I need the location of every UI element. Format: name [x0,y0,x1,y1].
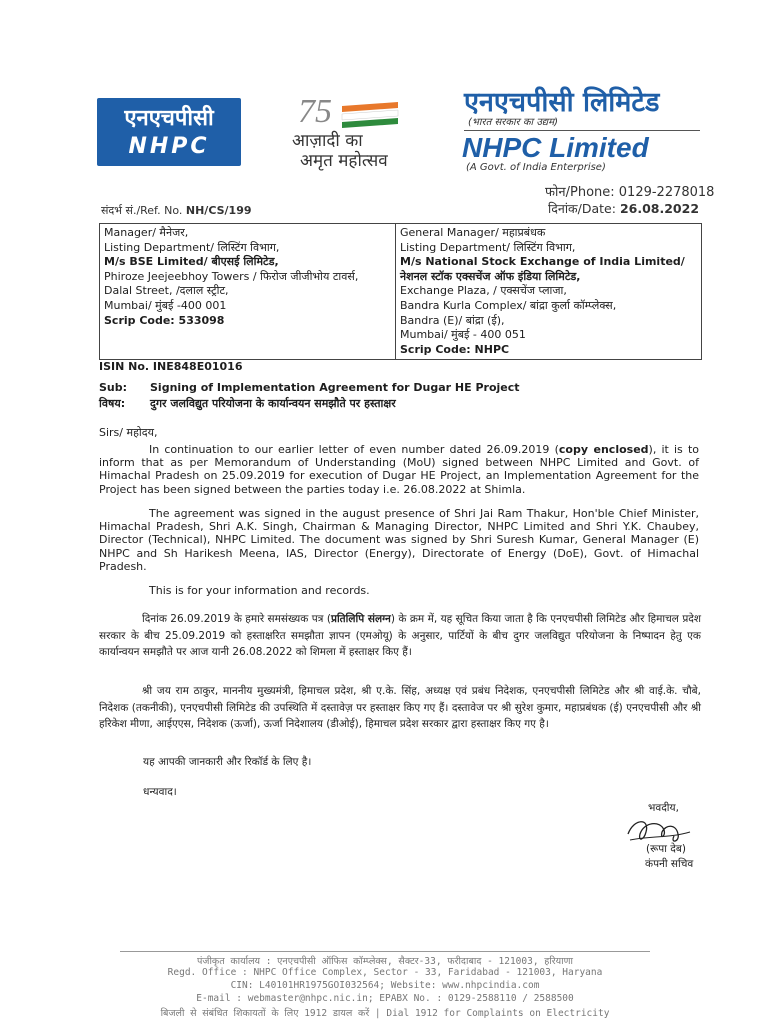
date-line [548,200,699,217]
footer-line-4: E-mail : webmaster@nhpc.nic.in; EPABX No. : 0129-2588110 / 2588500 [196,993,574,1004]
thanks-hi: धन्यवाद। [143,786,177,798]
paragraph-en-3: This is for your information and records. [149,584,370,597]
nse-line: Exchange Plaza, / एक्सचेंज प्लाजा, [400,284,567,298]
logo-hindi-text: एनएचपीसी [124,106,214,131]
azadi-line-1: आज़ादी का [292,131,363,151]
closing: भवदीय, [648,802,679,814]
text: ) के क्रम में, यह सूचित किया जाता है कि एनएचपीसी लिमिटेड और हिमाचल प्रदेश सरकार के बीच 25.09.2019 को हस्ताक्षरित समझौता ज्ञापन (एमओयू) के अनुसार, पार्टियों के बीच दुगर जलविद्युत परियोजना के निष्पादन हेतु एक कार्यान्वयन समझौते पर आज यानी 26.08.2022 को शिमला में हस्ताक्षर किए हैं। [99,613,702,658]
flag-white-stripe [342,110,398,120]
paragraph-hi-1 [99,611,701,661]
nhpc-logo [97,98,241,166]
date-value: 26.08.2022 [619,201,700,216]
footer-line-1: पंजीकृत कार्यालय : एनएचपीसी ऑफिस कॉम्प्लेक्स, सैक्टर-33, फरीदाबाद - 121003, हरियाणा [197,956,573,967]
bse-address [100,224,396,360]
isin-number: ISIN No. INE848E01016 [99,360,243,373]
footer-divider [120,951,650,952]
text: दिनांक 26.09.2019 के हमारे समसंख्यक पत्र ( [142,613,331,625]
nse-line: Bandra Kurla Complex/ बांद्रा कुर्ला कॉम्प्लेक्स, [400,298,617,312]
azadi-line-2: अमृत महोत्सव [300,151,388,171]
footer-line-2: Regd. Office : NHPC Office Complex, Sector - 33, Faridabad - 121003, Haryana [167,967,603,978]
footer-line-5: बिजली से संबंधित शिकायतों के लिए 1912 डायल करें | Dial 1912 for Complaints on Electricity [160,1008,610,1019]
company-name-hindi: एनएचपीसी लिमिटेड [464,87,660,118]
seventy-five-mark: 75 [298,93,332,130]
phone-label: फोन/Phone: [545,185,615,200]
nse-address [396,224,702,360]
subject-text-en: Signing of Implementation Agreement for Dugar HE Project [150,381,520,394]
nse-line: General Manager/ महाप्रबंधक [400,226,546,239]
addressee-table [99,223,702,360]
subject-text-hi: दुगर जलविद्युत परियोजना के कार्यान्वयन समझौते पर हस्ताक्षर [150,397,396,410]
signature-stroke [628,822,678,841]
date-label: दिनांक/Date: [548,201,616,216]
reference-line [101,203,252,218]
text: In continuation to our earlier letter of even number dated 26.09.2019 ( [149,443,559,456]
bse-line: Mumbai/ मुंबई -400 001 [104,298,227,312]
ref-label: संदर्भ सं./Ref. No. [101,204,183,217]
subject-label-hi: विषय: [99,397,126,410]
bse-line: Phiroze Jeejeebhoy Towers / फिरोज जीजीभोय टावर्स, [104,269,359,283]
copy-enclosed-text-hi: प्रतिलिपि संलग्न [330,613,391,625]
company-subtitle-hindi: (भारत सरकार का उद्यम) [468,117,558,128]
nse-line: नेशनल स्टॉक एक्सचेंज ऑफ इंडिया लिमिटेड, [400,269,581,283]
signatory-designation: कंपनी सचिव [645,858,694,870]
nse-line: Listing Department/ लिस्टिंग विभाग, [400,240,576,254]
paragraph-hi-3: यह आपकी जानकारी और रिकॉर्ड के लिए है। [143,756,312,768]
header-divider [464,130,700,131]
bse-scrip-code: Scrip Code: 533098 [104,313,225,327]
logo-english-text: NHPC [128,134,210,159]
nse-line: Bandra (E)/ बांद्रा (ई), [400,313,505,327]
paragraph-en-1 [99,443,699,496]
company-subtitle-english: (A Govt. of India Enterprise) [466,162,606,173]
bse-line: Manager/ मैनेजर, [104,226,189,239]
signatory-name: (रूपा देब) [646,843,686,855]
nse-line: M/s National Stock Exchange of India Limited/ [400,255,685,269]
copy-enclosed-text: copy enclosed [558,443,649,456]
company-name-english: NHPC Limited [462,132,649,163]
phone-line [545,182,714,200]
text: ), it is to inform that as per Memorandum of Understanding (MoU) signed between NHPC Limited and Govt. of Himachal Pradesh on 25.09.2019 for execution of Dugar HE Project, an Implementation Agreement for the Project has been signed between the parties today i.e. 26.08.2022 at Shimla. [99,443,699,496]
ref-number: NH/CS/199 [185,204,252,217]
subject-label-en: Sub: [99,381,128,394]
salutation: Sirs/ महोदय, [99,426,158,439]
bse-line: M/s BSE Limited/ बीएसई लिमिटेड, [104,255,279,269]
paragraph-hi-2: श्री जय राम ठाकुर, माननीय मुख्यमंत्री, हिमाचल प्रदेश, श्री ए.के. सिंह, अध्यक्ष एवं प्रबंध निदेशक, एनएचपीसी लिमिटेड और श्री वाई.के. चौबे, निदेशक (तकनीकी), एनएचपीसी लिमिटेड की उपस्थिति में दस्तावेज़ पर हस्ताक्षर किए गए हैं। दस्तावेज पर श्री सुरेश कुमार, महाप्रबंधक (ई) एनएचपीसी और श्री हरिकेश मीणा, आईएएस, निदेशक (ऊर्जा), ऊर्जा निदेशालय (डीओई), हिमाचल प्रदेश सरकार द्वारा हस्ताक्षर किए गए है। [99,685,701,730]
paragraph-en-2: The agreement was signed in the august presence of Shri Jai Ram Thakur, Hon'ble Chief Minister, Himachal Pradesh, Shri A.K. Singh, Chairman & Managing Director, NHPC Limited and Shri Y.K. Chaubey, Director (Technical), NHPC Limited. The document was signed by Shri Suresh Kumar, General Manager (E) NHPC and Sh Harikesh Meena, IAS, Director (Energy), Directorate of Energy (DoE), Govt. of Himachal Pradesh. [99,507,699,573]
bse-line: Dalal Street, /दलाल स्ट्रीट, [104,284,229,298]
footer-line-3: CIN: L40101HR1975GOI032564; Website: www.nhpcindia.com [230,980,540,991]
nse-line: Mumbai/ मुंबई - 400 051 [400,328,526,342]
nse-scrip-code: Scrip Code: NHPC [400,342,510,356]
phone-number: 0129-2278018 [618,185,715,200]
bse-line: Listing Department/ लिस्टिंग विभाग, [104,240,280,254]
